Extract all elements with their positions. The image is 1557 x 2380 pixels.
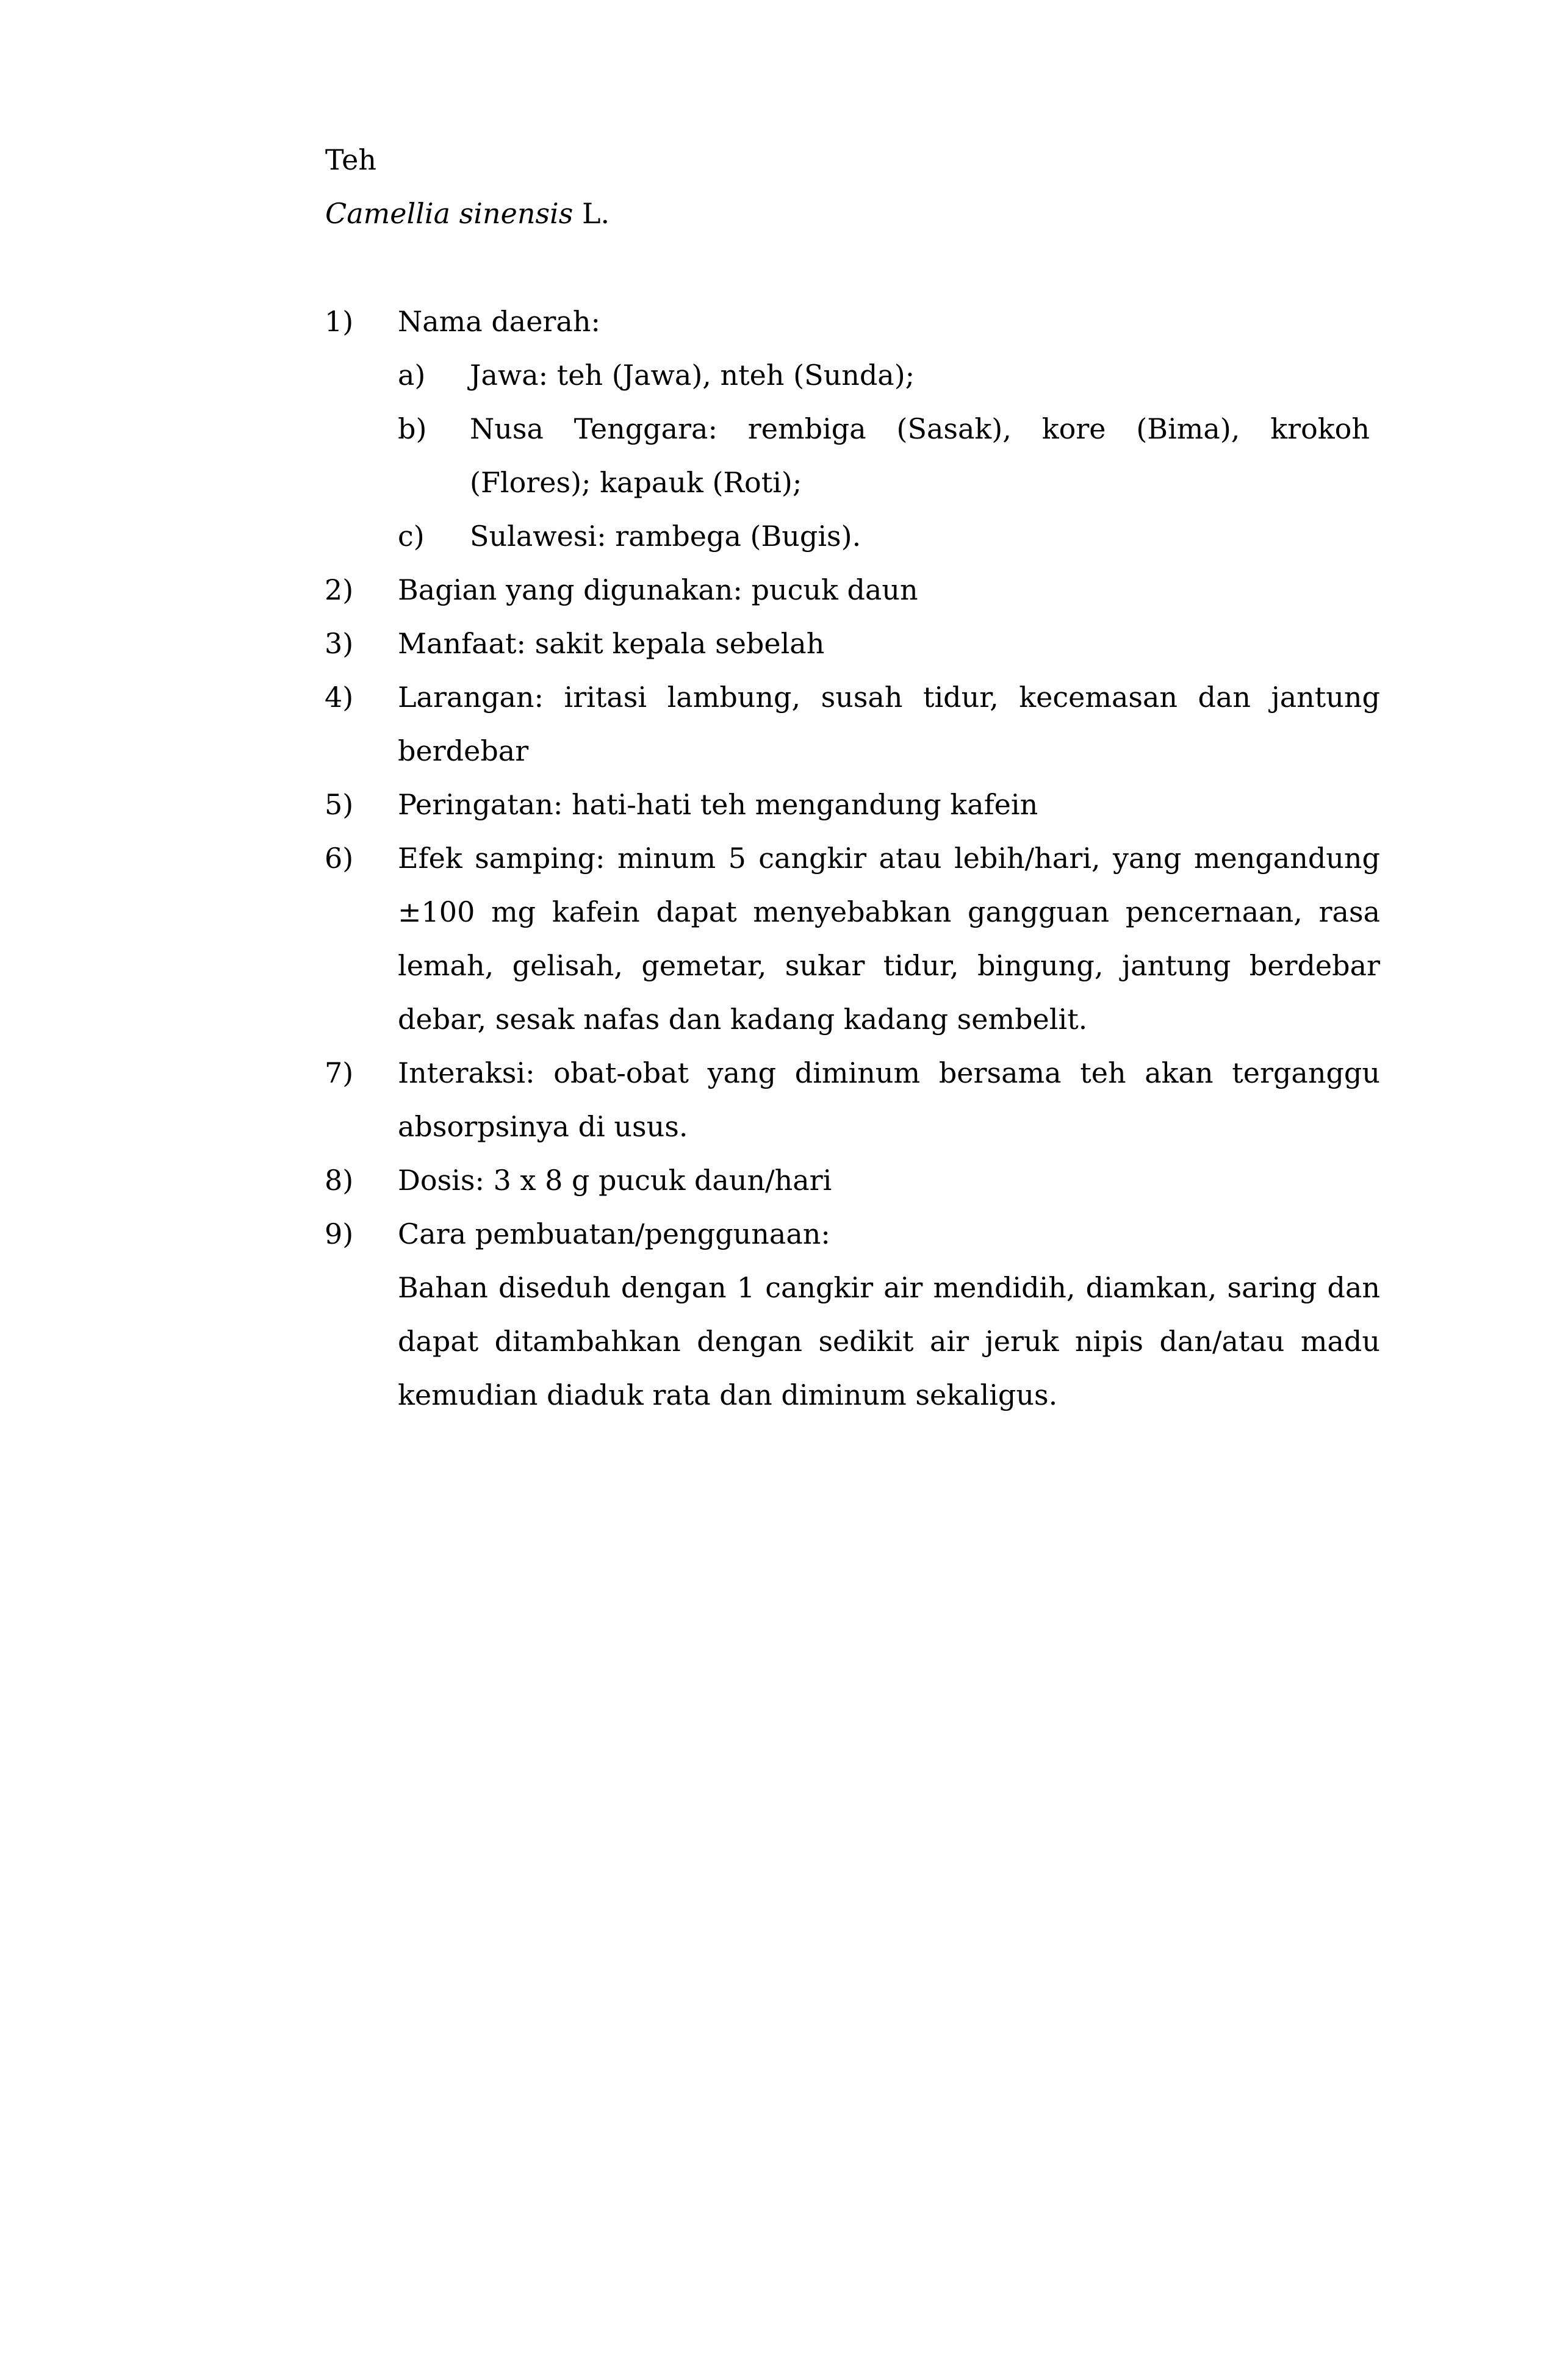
plant-common-name: Teh [325,143,376,176]
plant-scientific-name-line [325,187,609,240]
monograph-list [325,295,1380,1422]
item-text: Bagian yang digunakan: pucuk daun [398,573,918,606]
list-item-dosage [325,1153,1380,1207]
item-text: Interaksi: obat-obat yang diminum bersama teh akan terganggu absorpsinya di usus. [398,1056,1380,1143]
list-item-part-used [325,563,1380,617]
subitem-text: Sulawesi: rambega (Bugis). [470,520,861,553]
item-number: 4) [325,681,354,714]
item-text: Efek samping: minum 5 cangkir atau lebih/hari, yang mengandung ±100 mg kafein dapat menyebabkan gangguan pencernaan, rasa lemah, gelisah, gemetar, sukar tidur, bingung, jantung berdebar debar, sesak nafas dan kadang kadang sembelit. [398,842,1380,1036]
list-item-interaction [325,1046,1380,1153]
subitem-letter: a) [398,359,426,392]
list-item-regional-names [325,295,1380,563]
item-text: Nama daerah: [398,305,600,338]
item-number: 7) [325,1056,354,1089]
scientific-name: Camellia sinensis [325,197,574,230]
item-text: Dosis: 3 x 8 g pucuk daun/hari [398,1164,832,1197]
item-number: 1) [325,305,354,338]
subitem-text: Nusa Tenggara: rembiga (Sasak), kore (Bima), krokoh (Flores); kapauk (Roti); [470,412,1370,499]
item-number: 9) [325,1217,354,1250]
item-number: 2) [325,573,354,606]
item-text: Peringatan: hati-hati teh mengandung kafein [398,788,1038,821]
list-item-preparation [325,1207,1380,1422]
list-item-benefit [325,617,1380,670]
item-text: Cara pembuatan/penggunaan: [398,1217,830,1250]
list-item-side-effects [325,831,1380,1046]
subitem-jawa [398,348,1380,402]
subitem-letter: c) [398,520,425,553]
item-text: Manfaat: sakit kepala sebelah [398,627,825,660]
author-abbreviation: L. [582,197,610,230]
subitem-letter: b) [398,412,427,445]
item-number: 8) [325,1164,354,1197]
item-number: 3) [325,627,354,660]
subitem-sulawesi [398,509,1380,563]
item-text: Larangan: iritasi lambung, susah tidur, kecemasan dan jantung berdebar [398,681,1380,767]
subitem-nusa-tenggara [398,402,1380,509]
subitem-text: Jawa: teh (Jawa), nteh (Sunda); [470,359,915,392]
item-number: 6) [325,842,354,875]
list-item-contraindication [325,670,1380,778]
item-number: 5) [325,788,354,821]
list-item-warning [325,778,1380,831]
preparation-paragraph: Bahan diseduh dengan 1 cangkir air mendidih, diamkan, saring dan dapat ditambahkan dengan sedikit air jeruk nipis dan/atau madu kemudian diaduk rata dan diminum sekaligus. [398,1271,1380,1411]
